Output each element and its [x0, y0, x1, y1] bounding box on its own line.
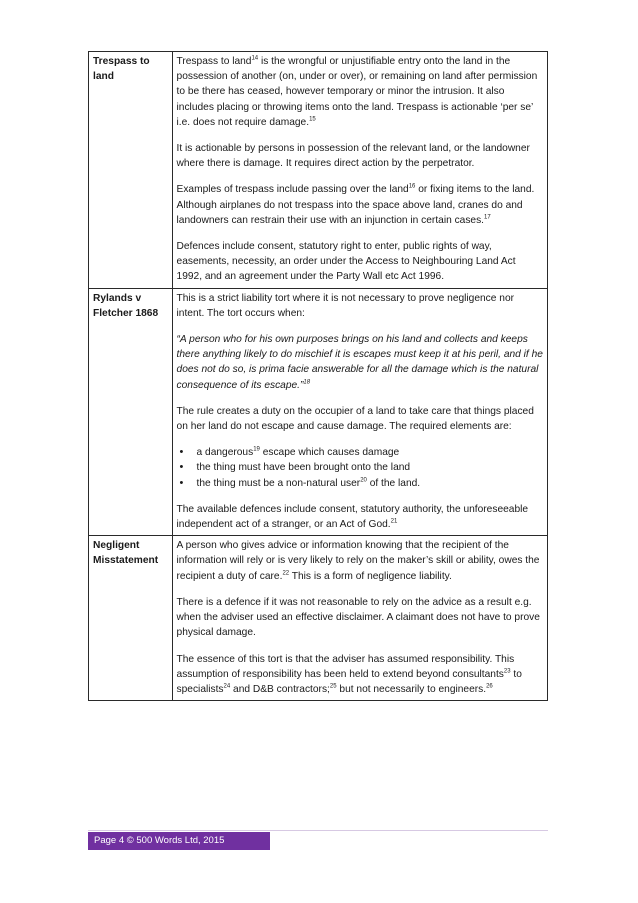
paragraph — [177, 652, 543, 698]
text-run: This is a form of negligence liability. — [289, 570, 452, 582]
footnote-ref: 14 — [251, 55, 259, 62]
text-run: Trespass to land — [176, 56, 252, 67]
description-body — [177, 54, 543, 285]
footnote-ref: 25 — [329, 683, 337, 690]
text-run: escape which causes damage — [259, 447, 400, 459]
term-cell — [89, 536, 173, 701]
table-row — [89, 536, 548, 701]
list-item — [177, 445, 543, 460]
text-run: There is a defence if it was not reasonable to rely on the advice as a result e.g. when the adviser used an effective disclaimer. A claimant does not have to prove physical damage. — [176, 596, 540, 639]
description-cell — [172, 536, 547, 701]
text-run: or fixing items to the land. Although airplanes do not trespass into the space above land, cranes do and landowners can restrain their use with an injunction in certain cases. — [176, 184, 535, 226]
text-run: Examples of trespass include passing over the land — [176, 184, 409, 196]
footnote-ref: 17 — [484, 214, 491, 221]
paragraph — [177, 182, 543, 228]
text-run: of the land. — [366, 477, 421, 489]
footnote-ref: 21 — [390, 518, 398, 525]
text-run: the thing must have been brought onto the land — [196, 462, 411, 474]
description-body — [177, 538, 543, 697]
term-cell — [89, 288, 173, 536]
term-label: Trespass to land — [93, 56, 150, 83]
rule-paragraph: The rule creates a duty on the occupier of a land to take care that things placed on her land do not escape and cause damage. The required elements are: — [176, 405, 534, 433]
description-cell — [172, 288, 547, 536]
footnote-ref: 26 — [486, 683, 493, 690]
text-run: Defences include consent, statutory right to enter, public rights of way, easements, necessity, an order under the Access to Neighbouring Land Act 1992, and an agreement under the Party Wall etc Act 1996. — [176, 241, 516, 283]
quotation — [177, 332, 543, 393]
footnote-ref: 19 — [253, 446, 260, 453]
text-run: and D&B contractors; — [230, 683, 330, 695]
intro-paragraph: This is a strict liability tort where it is not necessary to prove negligence nor intent. The tort occurs when: — [176, 292, 514, 319]
legal-terms-table — [88, 51, 548, 701]
page-footer: Page 4 © 500 Words Ltd, 2015 — [88, 832, 270, 850]
text-run: a dangerous — [196, 447, 254, 459]
required-elements-list — [177, 445, 543, 491]
footnote-ref: 16 — [408, 184, 416, 191]
term-cell — [89, 52, 173, 289]
text-run: is the wrongful or unjustifiable entry onto the land in the possession of another (on, under or over), or remaining on land after permission to be there has ceased, however temporary or minor the intrusion. It also includes placing or throwing items onto the land. Trespass is actionable ‘per se’ i.e. does not require damage. — [176, 56, 538, 128]
text-run: but not necessarily to engineers. — [336, 683, 487, 695]
paragraph — [177, 141, 543, 171]
list-item — [177, 460, 543, 475]
paragraph — [177, 538, 543, 584]
footnote-ref: 18 — [303, 379, 311, 386]
description-cell — [172, 52, 547, 289]
footnote-ref: 20 — [360, 477, 367, 484]
list-item — [177, 476, 543, 491]
text-run: A person who gives advice or information knowing that the recipient of the information will rely or is very likely to rely on the maker’s skill or ability, owes the recipient a duty of care. — [176, 540, 540, 582]
quotation-text: “A person who for his own purposes brings on his land and collects and keeps there anything likely to do mischief it is escapes must keep it at his peril, and if he does not do so, is prima facie answerable for all the damage which is the natural consequence of its escape.” — [176, 334, 543, 391]
footnote-ref: 15 — [309, 116, 316, 123]
table-row — [89, 52, 548, 289]
text-run: It is actionable by persons in possession of the relevant land, or the landowner where there is damage. It requires direct action by the perpetrator. — [176, 143, 530, 170]
text-run: the thing must be a non-natural user — [196, 477, 361, 489]
paragraph — [177, 595, 543, 641]
footnote-ref: 24 — [223, 683, 231, 690]
footer-divider — [88, 830, 548, 831]
paragraph — [177, 54, 543, 130]
footnote-ref: 23 — [503, 668, 511, 675]
text-run: The essence of this tort is that the adviser has assumed responsibility. This assumption of responsibility has been held to extend beyond consultants — [176, 653, 515, 680]
footnote-ref: 22 — [282, 570, 290, 577]
defences-paragraph — [177, 502, 543, 532]
defences-text: The available defences include consent, statutory authority, the unforeseeable independent act of a stranger, or an Act of God. — [176, 503, 529, 531]
text-run: to specialists — [176, 668, 522, 695]
table-row — [89, 288, 548, 536]
term-label: Rylands v Fletcher 1868 — [93, 292, 159, 319]
paragraph — [177, 239, 543, 285]
term-label: Negligent Misstatement — [93, 540, 159, 567]
